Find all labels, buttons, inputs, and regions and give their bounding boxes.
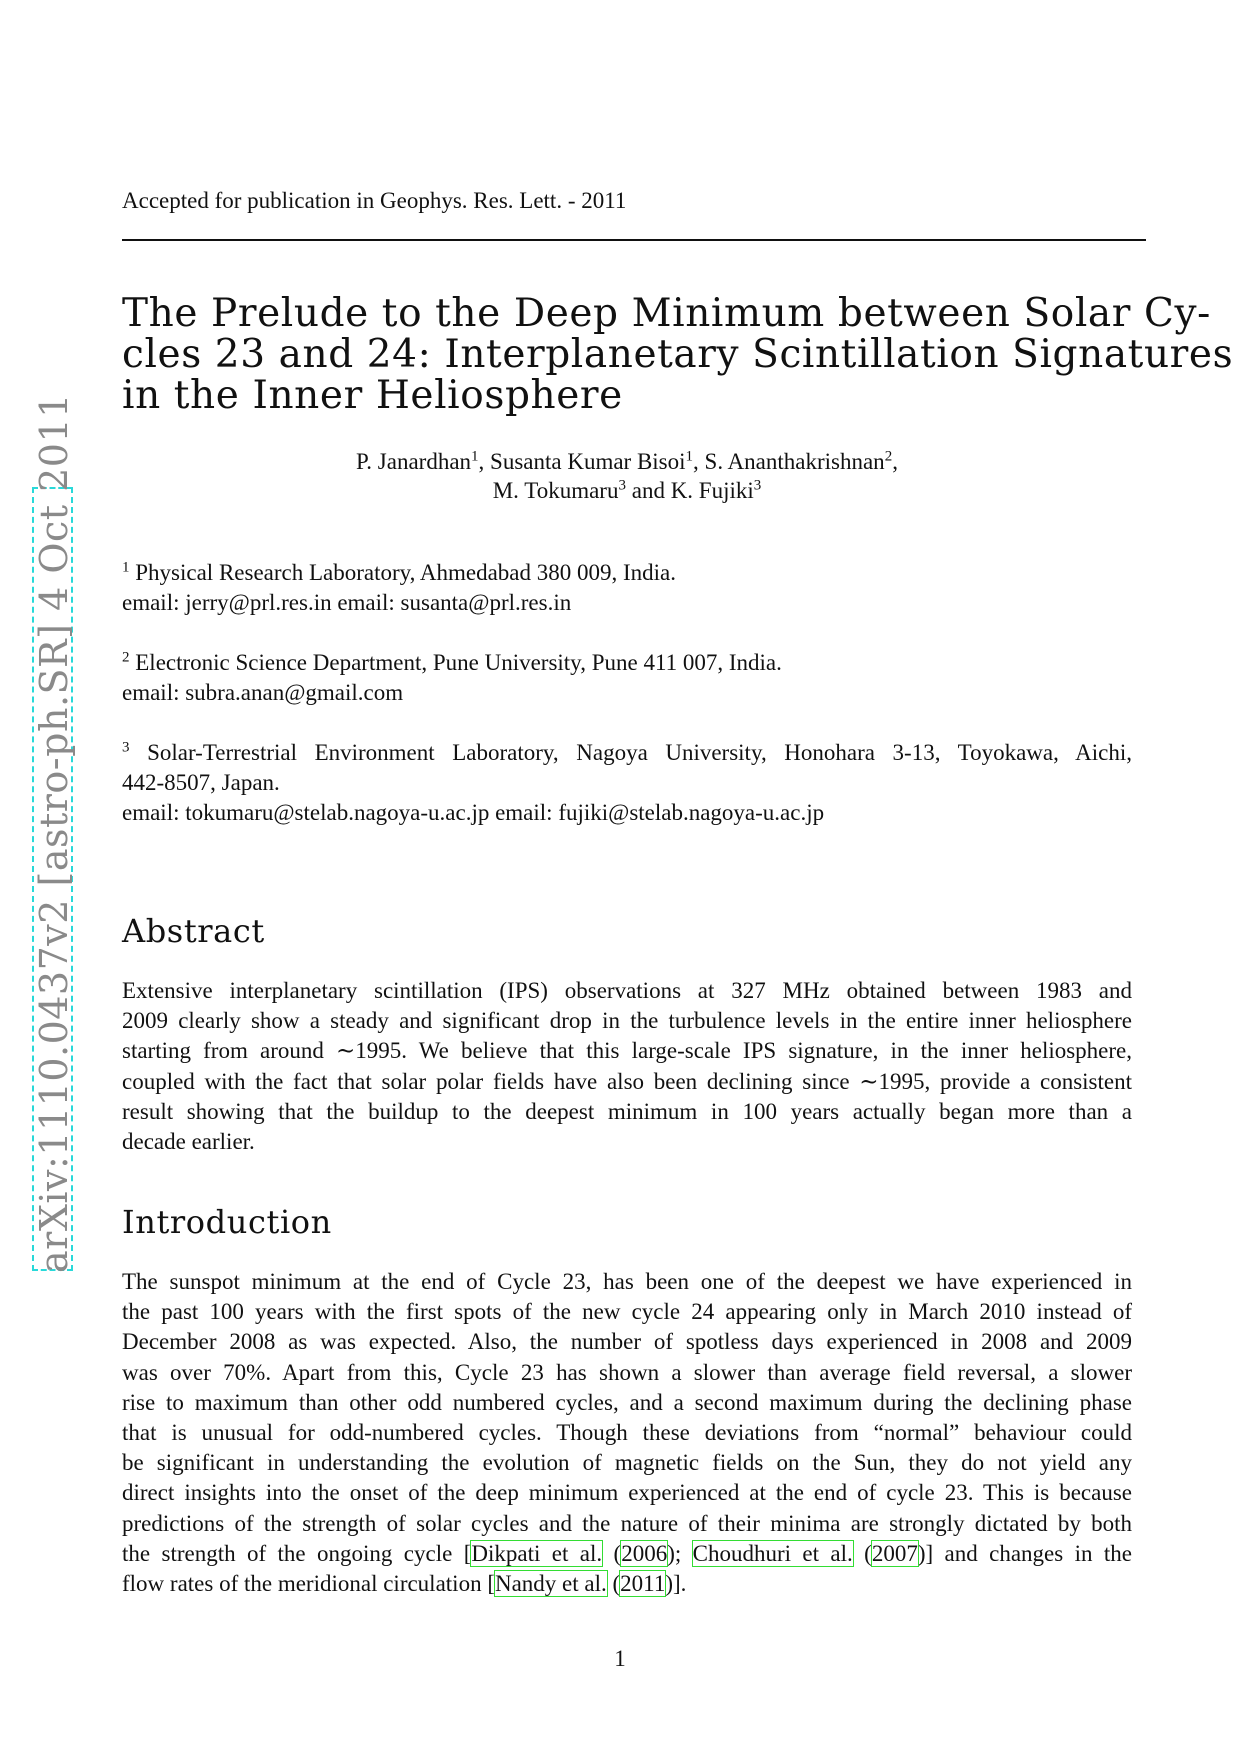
affiliation-email: email: jerry@prl.res.in email: susanta@prl.res.in [122, 590, 572, 615]
text-line: flow rates of the meridional circulation [Nandy et al. (2011)]. [122, 1570, 687, 1596]
abstract-text [122, 976, 1132, 1157]
title-line: The Prelude to the Deep Minimum between Solar Cy- [122, 291, 1211, 336]
affiliation-email: email: subra.anan@gmail.com [122, 680, 404, 705]
text-line: Extensive interplanetary scintillation (IPS) observations at 327 MHz obtained between 1983 and [122, 978, 1132, 1003]
text-line: rise to maximum than other odd numbered cycles, and a second maximum during the declining phase [122, 1389, 1132, 1415]
author-separator: , [892, 449, 898, 474]
author-name: M. Tokumaru [492, 478, 619, 503]
text-line: direct insights into the onset of the deep minimum experienced at the end of cycle 23. This is because [122, 1480, 1132, 1506]
text-line: decade earlier. [122, 1128, 255, 1154]
affiliation-3 [122, 738, 1132, 828]
arxiv-identifier-stamp[interactable] [32, 393, 76, 1273]
page-number: 1 [614, 1646, 626, 1671]
citation-year-link-2007[interactable]: 2007 [871, 1540, 918, 1566]
citation-link-nandy[interactable]: Nandy et al. [494, 1570, 607, 1596]
paper-title [122, 291, 1234, 418]
text-line: The sunspot minimum at the end of Cycle 23, has been one of the deepest we have experienced in [122, 1269, 1132, 1294]
author-name: and K. Fujiki [625, 478, 754, 503]
title-line: in the Inner Heliosphere [122, 373, 623, 418]
text-line: be significant in understanding the evolution of magnetic fields on the Sun, they do not yield any [122, 1450, 1132, 1476]
affiliation-mark: 3 [122, 739, 130, 756]
text-line: 2009 clearly show a steady and significant drop in the turbulence levels in the entire inner heliosphere [122, 1008, 1132, 1034]
citation-link-choudhuri[interactable]: Choudhuri et al. [692, 1540, 853, 1566]
affiliation-address: $^3$ Solar-Terrestrial Environment Laboratory, Nagoya University, Honohara 3-13, Toyokawa, Aichi, [122, 739, 1132, 765]
affiliation-address: 442-8507, Japan. [122, 770, 280, 795]
author-line [122, 447, 1132, 476]
citation-year-link-2006[interactable]: 2006 [621, 1540, 668, 1566]
text-line: predictions of the strength of solar cycles and the nature of their minima are strongly dictated by both [122, 1510, 1132, 1536]
header-rule [122, 239, 1146, 241]
author-affiliation-mark: 1 [685, 448, 694, 465]
author-name: , Susanta Kumar Bisoi [478, 449, 686, 474]
affiliation-1 [122, 558, 1132, 618]
abstract-heading: Abstract [122, 912, 265, 950]
text-line: result showing that the buildup to the deepest minimum in 100 years actually began more than a [122, 1098, 1132, 1124]
affiliation-email: email: tokumaru@stelab.nagoya-u.ac.jp email: fujiki@stelab.nagoya-u.ac.jp [122, 800, 825, 825]
affiliation-2 [122, 648, 1132, 708]
affiliation-address: $^2$ Electronic Science Department, Pune University, Pune 411 007, India. [122, 649, 782, 675]
author-affiliation-mark: 2 [884, 448, 893, 465]
citation-year-link-2011[interactable]: 2011 [620, 1570, 666, 1596]
author-name: , S. Ananthakrishnan [693, 449, 885, 474]
introduction-text [122, 1267, 1132, 1599]
citation-link-dikpati[interactable]: Dikpati et al. [471, 1540, 603, 1566]
text-line: that is unusual for odd-numbered cycles. Though these deviations from “normal” behaviour could [122, 1419, 1132, 1445]
author-affiliation-mark: 3 [753, 477, 762, 494]
author-line [122, 476, 1132, 505]
affiliation-mark: 1 [122, 559, 130, 576]
author-list [122, 447, 1132, 505]
title-line: cles 23 and 24: Interplanetary Scintillation Signatures [122, 332, 1234, 377]
author-affiliation-mark: 3 [618, 477, 626, 494]
author-name: P. Janardhan [356, 449, 472, 474]
affiliation-mark: 2 [122, 649, 130, 666]
introduction-heading: Introduction [122, 1203, 332, 1241]
journal-acceptance-note: Accepted for publication in Geophys. Res. Lett. - 2011 [122, 188, 627, 213]
text-line: starting from around ∼1995. We believe that this large-scale IPS signature, in the inner heliosphere, [122, 1038, 1132, 1064]
text-line: was over 70%. Apart from this, Cycle 23 has shown a slower than average field reversal, a slower [122, 1359, 1132, 1385]
author-affiliation-mark: 1 [471, 448, 479, 465]
text-line: December 2008 as was expected. Also, the number of spotless days experienced in 2008 and 2009 [122, 1329, 1132, 1355]
arxiv-identifier-text: arXiv:1110.0437v2 [astro-ph.SR] 4 Oct 2011 [32, 393, 76, 1273]
affiliation-address: $^1$ Physical Research Laboratory, Ahmedabad 380 009, India. [122, 559, 677, 585]
text-line: coupled with the fact that solar polar fields have also been declining since ∼1995, provide a consistent [122, 1068, 1132, 1094]
text-line: the strength of the ongoing cycle [Dikpati et al. (2006); Choudhuri et al. (2007)] and changes in the [122, 1540, 1132, 1566]
text-line: the past 100 years with the first spots of the new cycle 24 appearing only in March 2010 instead of [122, 1299, 1132, 1325]
